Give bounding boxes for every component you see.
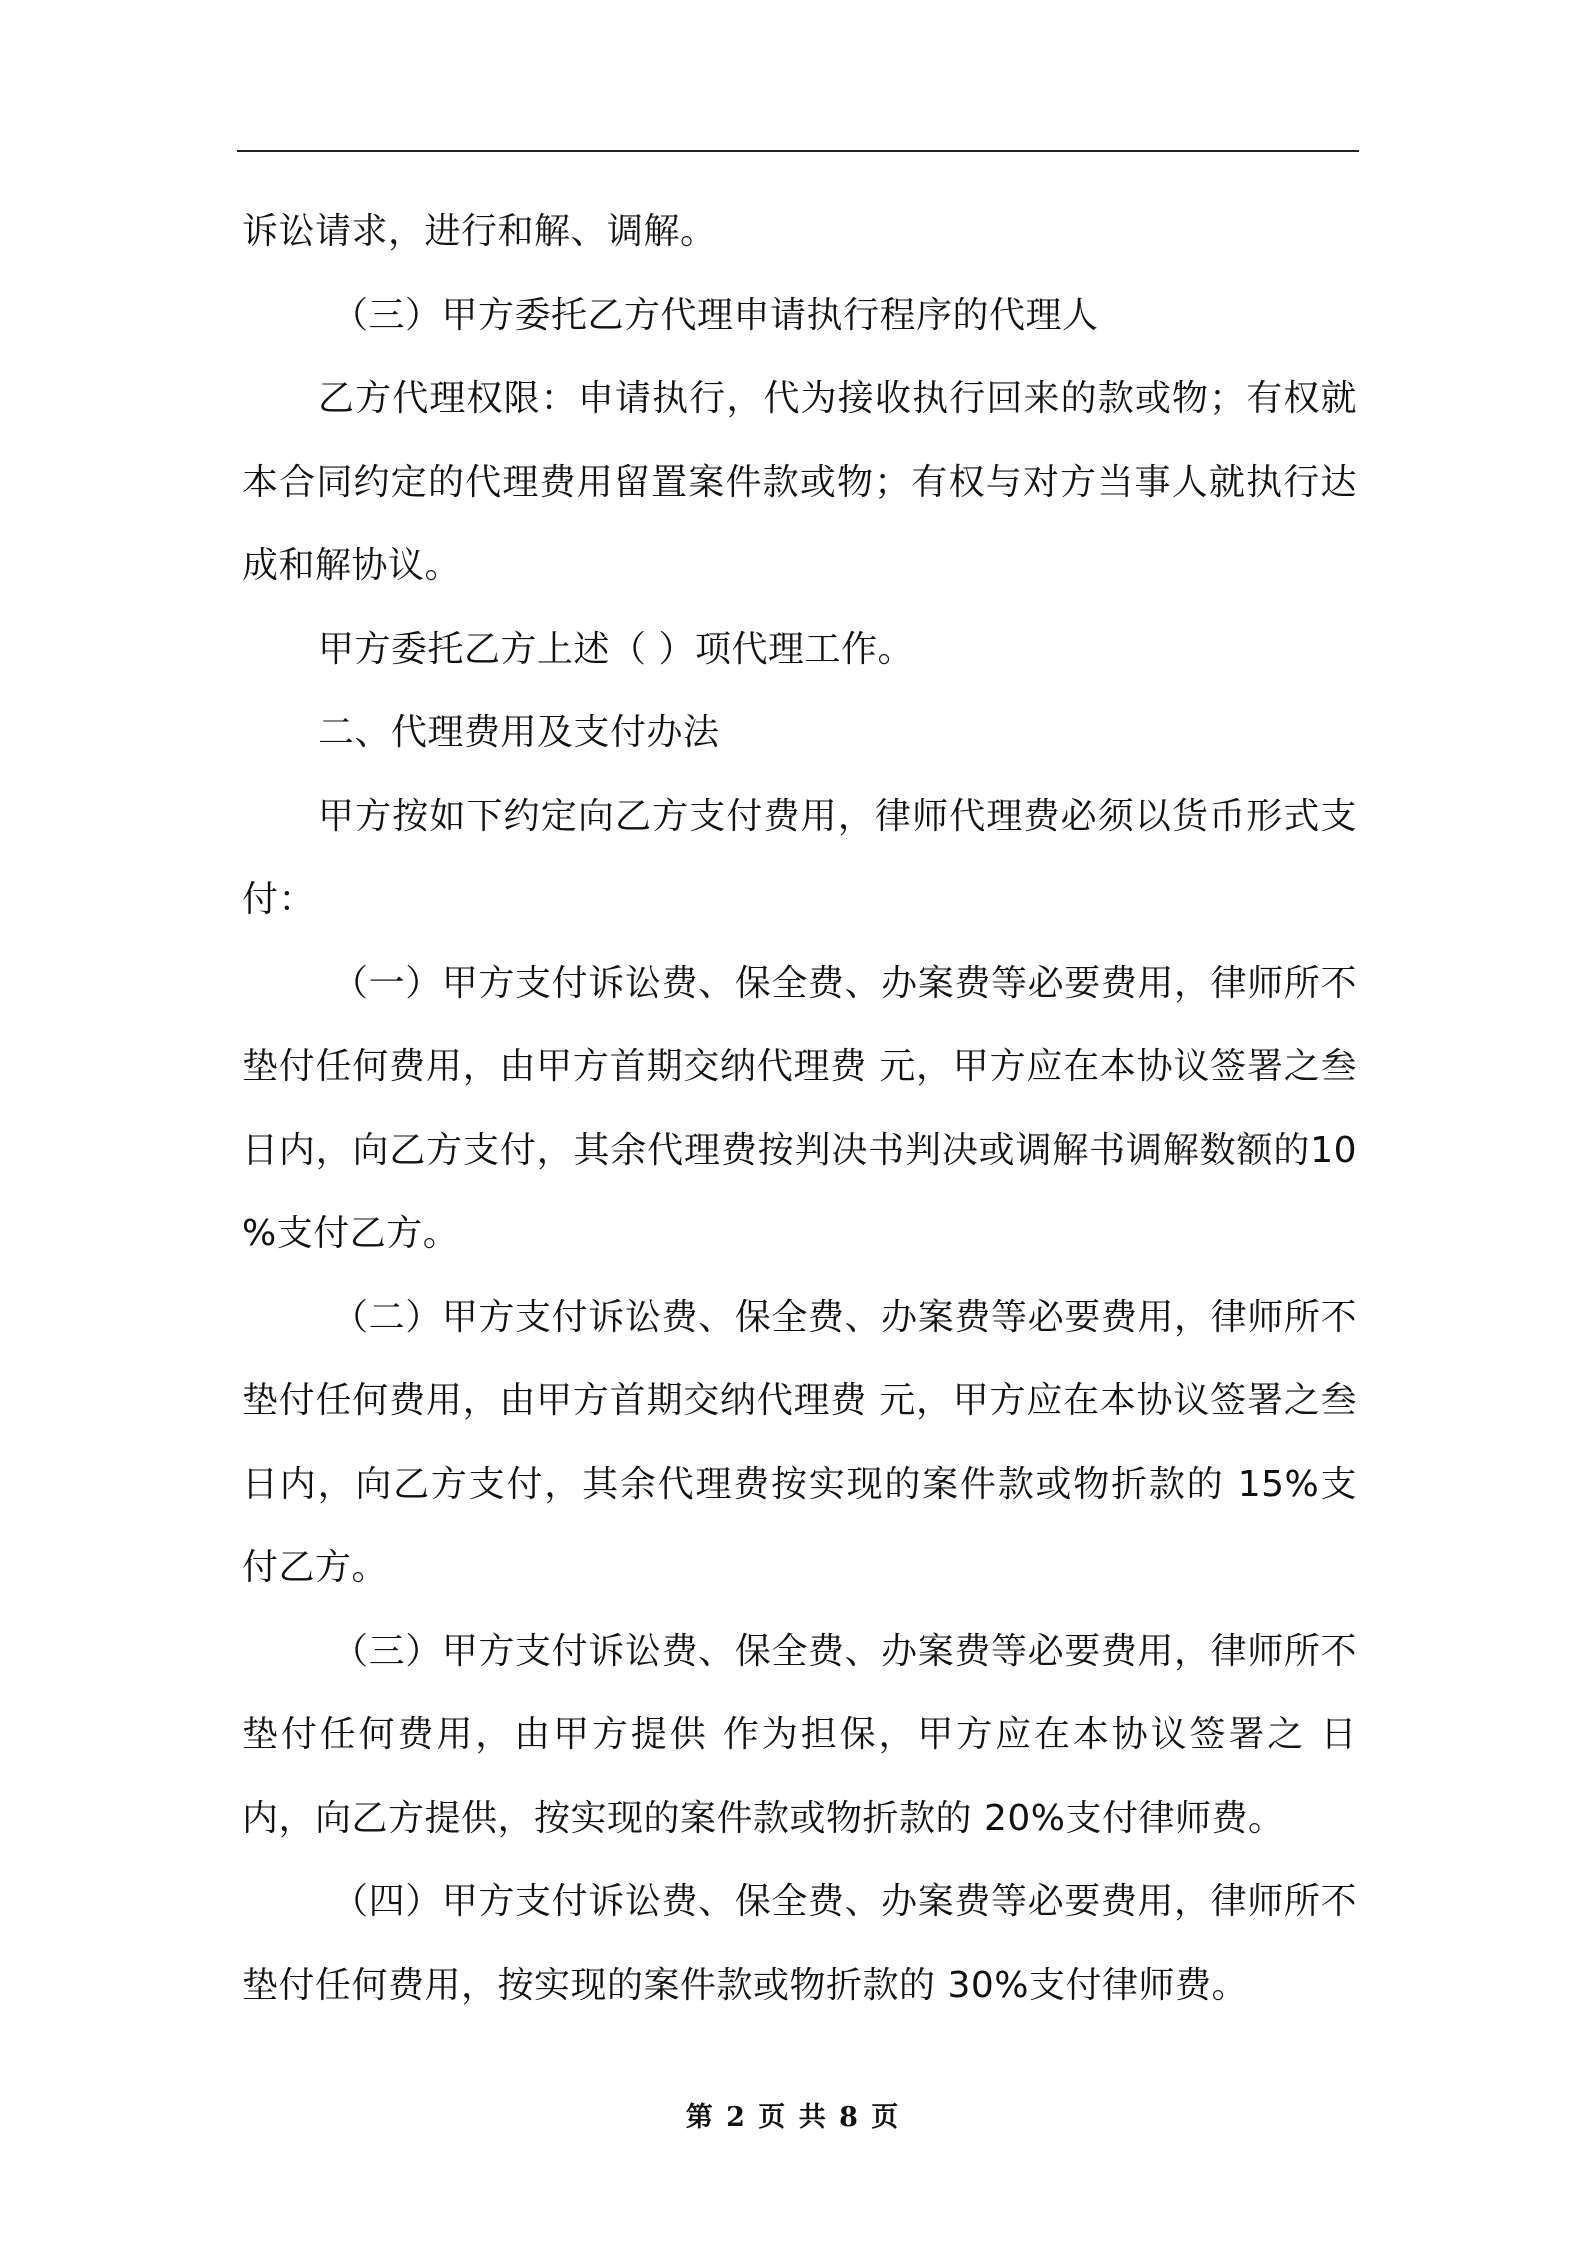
header-rule <box>237 150 1359 152</box>
paragraph-fee-option-1: （一）甲方支付诉讼费、保全费、办案费等必要费用，律师所不垫付任何费用，由甲方首期交纳代理费 元，甲方应在本协议签署之叁日内，向乙方支付，其余代理费按判决书判决或调解书调解数额的10 %支付乙方。 <box>242 962 1357 1254</box>
paragraph-fee-option-2: （二）甲方支付诉讼费、保全费、办案费等必要费用，律师所不垫付任何费用，由甲方首期交纳代理费 元，甲方应在本协议签署之叁日内，向乙方支付，其余代理费按实现的案件款或物折款的 15%支付乙方。 <box>242 1296 1357 1588</box>
section-heading-fees: 二、代理费用及支付办法 <box>318 712 720 753</box>
paragraph-litigation-claims: 诉讼请求，进行和解、调解。 <box>242 211 717 252</box>
paragraph-fee-option-4: （四）甲方支付诉讼费、保全费、办案费等必要费用，律师所不垫付任何费用，按实现的案件款或物折款的 30%支付律师费。 <box>242 1881 1357 2006</box>
paragraph-fee-payment-intro: 甲方按如下约定向乙方支付费用，律师代理费必须以货币形式支付： <box>242 795 1357 920</box>
paragraph-fee-option-3: （三）甲方支付诉讼费、保全费、办案费等必要费用，律师所不垫付任何费用，由甲方提供 作为担保，甲方应在本协议签署之 日内，向乙方提供，按实现的案件款或物折款的 20%支付律师费。 <box>242 1630 1357 1839</box>
page-number-footer: 第 2 页 共 8 页 <box>685 2102 901 2133</box>
paragraph-entrusted-items: 甲方委托乙方上述（ ）项代理工作。 <box>318 628 914 670</box>
document-body <box>242 190 1357 2027</box>
paragraph-agent-authority: 乙方代理权限：申请执行，代为接收执行回来的款或物；有权就本合同约定的代理费用留置案件款或物；有权与对方当事人就执行达成和解协议。 <box>242 378 1357 586</box>
paragraph-execution-agent: （三）甲方委托乙方代理申请执行程序的代理人 <box>332 294 1099 336</box>
